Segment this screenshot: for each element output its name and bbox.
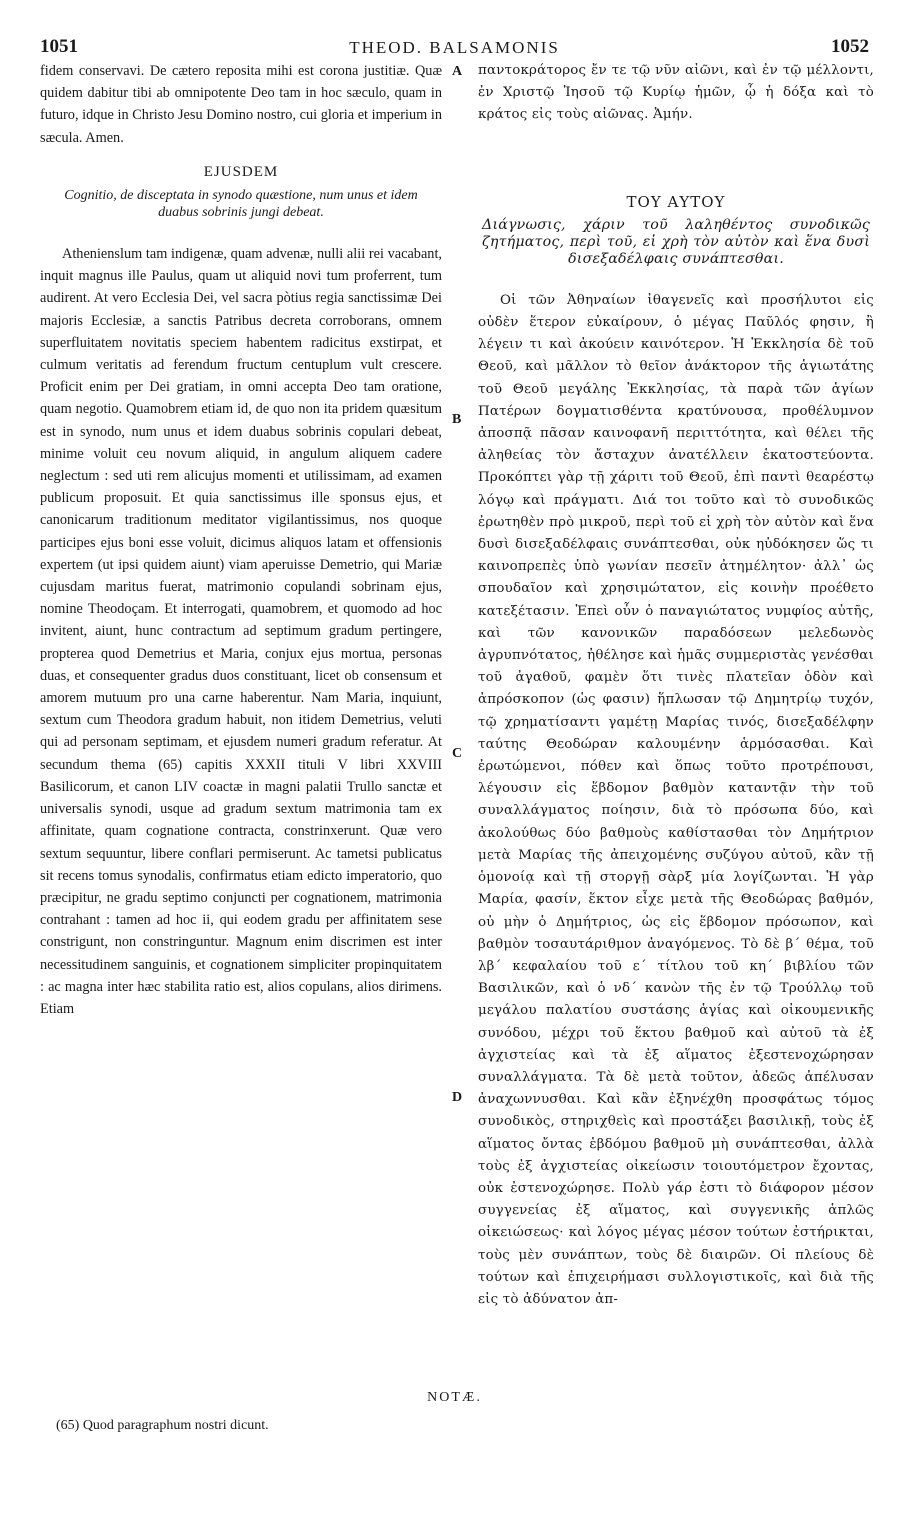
page-header <box>0 36 909 60</box>
greek-body-text: Οἱ τῶν Ἀθηναίων ἰθαγενεῖς καὶ προσήλυτοι εἰς οὐδὲν ἕτερον εὐκαίρουν, ὁ μέγας Παῦλός φησιν, ἢ λέγειν τι καὶ ἀκούειν καινότερον. Ἡ Ἐκκλησία δὲ τοῦ Θεοῦ, καὶ μᾶλλον τὸ θεῖον ἀνάκτορον τῆς ἁγιωτάτης τοῦ Θεοῦ μεγάλης Ἐκκλησίας, τὰ παρὰ τῶν ἁγίων Πατέρων δογματισθέντα κρατύνουσα, προθέλυμνον ἀποσπᾷ πᾶσαν καινοφανῆ περιττότητα, καὶ θέλει τῆς ἀληθείας τὸν ἄσταχυν ἀνατέλλειν ἑκατοστεύοντα. Προκόπτει γὰρ τῇ χάριτι τοῦ Θεοῦ, ἐπὶ παντὶ θεαρέστῳ λόγῳ καὶ πράγματι. Διά τοι τοῦτο καὶ τὸ συνοδικῶς ἐρωτηθὲν πρὸ μικροῦ, περὶ τοῦ εἰ χρὴ τὸν αὐτὸν καὶ ἕνα δυσὶ δισεξαδέλφαις συνάπτεσθαι, οὐκ ηὐδόκησεν ὥς τι καινοπρεπὲς ὑπὸ γωνίαν πεσεῖν ἀτημέλητον· ἀλλ᾽ ὡς σπουδαῖον καὶ χρησιμώτατον, εἰς κοινὴν προέθετο κατεξέτασιν. Ἐπεὶ οὖν ὁ παναγιώτατος νυμφίος αὐτῆς, καὶ τῶν κανονικῶν παραδόσεων μελεδωνὸς ἀγρυπνότατος, ἠθέλησε καὶ ἡμᾶς συμμεριστὰς γενέσθαι τοῦ ἀγαθοῦ, φαμὲν ὅτι τινὲς πλατεῖαν ὁδὸν καὶ ἀπρόσκοπον (ὡς φασιν) ἥπλωσαν τῷ Δημητρίῳ τυχόν, τῷ χρηματίσαντι γαμέτῃ Μαρίας τινός, δισεξαδέλφην ταύτης Θεοδώραν καλουμένην ἁρμόσασθαι. Καὶ ἐρωτώμενοι, πόθεν καὶ ὅπως τοῦτο προτρέπουσι, λέγουσιν εἰς ἕβδομον βαθμὸν καταντᾷν τὴν τοῦ συναλλάγματος ποίησιν, διὰ τὸ πρόσωπα δύο, καὶ ἀκολούθως δύο βαθμοὺς καθίστασθαι τὸν Δημήτριον μετὰ Μαρίας τῆς ἀπειχομένης συζύγου αὐτοῦ, κἂν τῇ ὁμονοίᾳ καὶ τῇ στοργῇ σὰρξ μία λογίζωνται. Ἡ γὰρ Μαρία, φασίν, ἕκτον εἶχε μετὰ τῆς Θεοδώρας βαθμόν, οὐ μὴν ὁ Δημήτριος, ὡς εἰς ἕβδομον πρόσωπον, καὶ βαθμὸν τοσαυτάριθμον ἀναγόμενος. Τὸ δὲ β´ θέμα, τοῦ λβ´ κεφαλαίου τοῦ ε´ τίτλου τοῦ κη´ βιβλίου τῶν Βασιλικῶν, καὶ ὁ νδ´ κανὼν τῆς ἐν τῷ Τρούλλῳ τοῦ μεγάλου παλατίου συστάσης ἁγίας καὶ οἰκουμενικῆς συνόδου, μέχρι τοῦ ἕκτου βαθμοῦ καὶ αὐτοῦ τὰ ἐξ ἀγχιστείας καὶ τὰ ἐξ αἵματος ἐξεστενοχώρησαν συναλλάγματα. Τὰ δὲ μετὰ τοῦτον, ἀδεῶς ἀπέλυσαν ἀναχωννυσθαι. Καὶ κἂν ἐξηνέχθη προσφάτως τόμος συνοδικὸς, στηριχθεὶς καὶ προστάξει βασιλικῇ, τοὺς ἐξ αἵματος ὄντας ἑβδόμου βαθμοῦ μὴ συνάπτεσθαι, ἀλλὰ τοὺς ἐξ ἀγχιστείας οἰκείωσιν τοιουτόμετρον ἔχοντας, οὐκ ἐστενοχώρησε. Πολὺ γάρ ἐστι τὸ διάφορον μέσον συγγενείας ἐξ αἵματος, καὶ συγγενικῆς ἁπλῶς οἰκειώσεως· καὶ λόγος μέγας μέσον τούτων ἐστήρικται, τοὺς μὲν συνάπτων, τοὺς δὲ διαιρῶν. Οἱ πλείους δὲ τούτων καὶ ἐπιχειρήμασι συλλογιστικοῖς, καὶ διὰ τῆς εἰς τὸ ἀδύνατον ἀπ- <box>478 292 874 1307</box>
greek-intro-text: παντοκράτορος ἔν τε τῷ νῦν αἰῶνι, καὶ ἐν τῷ μέλλοντι, ἐν Χριστῷ Ἰησοῦ τῷ Κυρίῳ ἡμῶν, ᾧ ἡ δόξα καὶ τὸ κράτος εἰς τοὺς αἰῶνας. Ἀμήν. <box>478 63 874 123</box>
running-title: THEOD. BALSAMONIS <box>349 38 560 57</box>
latin-body-text: Athenienslum tam indigenæ, quam advenæ, nulli alii rei vacabant, inquit magnus ille Paulus, quam ut aliquid novi tum proferrent, tum audirent. At vero Ecclesia Dei, vel sacra pòtius regia sanctissimæ Dei majoris Ecclesiæ, a sanctis Patribus decreta corroborans, omnem superfluitatem novitatis speciem habentem radicitus exstirpat, et culmum veritatis ad ferendum fructum centuplum vult crescere. Proficit enim per Dei gratiam, in omni accepta Deo tam oratione, quam negotio. Quamobrem etiam id, de quo non ita pridem quæsitum est in synodo, num unus et idem duabus sobrinis copulari debeat, minime voluit ceu novum aliquid, in angulum aliquem cadere neglectum : sed uti rem alicujus momenti et utilissimam, ad examen publicum proposuit. Et quia sanctissimus ille sponsus ejus, et canonicarum traditionum meditator vigilantissimus, nos quoque participes ejus boni esse voluit, dicimus aliquos latam et offensionis expertem (ut ipsi quidem aiunt) viam aperuisse Demetrio, qui Mariæ cujusdam maritus fuerat, matrimonio copulandi sobrinam ejus, nomine Theodoçam. Et interrogati, quamobrem, et quomodo ad hoc invitent, aiunt, hunc contractum ad septimum gradum pertingere, propterea quod Demetrius et Maria, conjux ejus mortua, personas duas, et consequenter gradus duos constituant, licet ob consensum et amorem mutuum pro una carne haberentur. Nam Maria, inquiunt, sextum cum Theodora gradum habuit, non itidem Demetrius, veluti qui ad personam septimam, et ejusdem numeri gradum referatur. At secundum thema (65) capitis XXXII tituli V libri XXVIII Basilicorum, et canon LIV coactæ in magni palatii Trullo sanctæ et universalis synodi, usque ad gradum sextum matrimonia tam ex affinitate, quam cognatione contracta, constrinxerunt. Quæ vero sextum sequuntur, libere conflari permiserunt. Ac tametsi publicatus sit recens tomus synodalis, confirmatus etiam edicto imperatorio, quo præcipitur, ne gradu septimo conjuncti per cognationem, matrimonia contrahant : tamen ad hoc ii, qui eodem gradu per affinitatem sese constrigunt, non constringuntur. Magnum enim discrimen est inter necessitudinem sanguinis, et cognationem simpliciter propinquitatem : ac magna inter hæc stabilita ratio est, alios copulans, alios dirimens. Etiam <box>40 246 442 1017</box>
margin-marker-a: A <box>452 64 463 79</box>
margin-marker-b: B <box>452 412 462 427</box>
notes-heading: NOTÆ. <box>427 1390 482 1405</box>
greek-section-subtitle: Διάγνωσις, χάριν τοῦ λαληθέντος συνοδικῶς ζητήματος, περὶ τοῦ, εἰ χρὴ τὸν αὐτὸν καὶ ἕνα δυσὶ δισεξαδέλφαις συνάπτεσθαι. <box>482 216 870 267</box>
page-number-left: 1051 <box>40 36 78 57</box>
greek-column <box>478 60 874 1311</box>
latin-intro-text: fidem conservavi. De cætero reposita mihi est corona justitiæ. Quæ quidem dabitur tibi ab omnipotente Deo tam in hoc sæculo, quam in futuro, idque in Christo Jesu Domino nostro, cui gloria et imperium in sæcula. Amen. <box>40 63 442 146</box>
footnote-65: (65) Quod paragraphum nostri dicunt. <box>56 1418 269 1433</box>
page-number-right: 1052 <box>831 36 869 57</box>
greek-section-heading: ΤΟΥ ΑΥΤΟΥ <box>626 192 726 211</box>
margin-marker-c: C <box>452 746 463 761</box>
margin-marker-d: D <box>452 1090 463 1105</box>
latin-section-subtitle: Cognitio, de disceptata in synodo quæstione, num unus et idem duabus sobrinis jungi debeat. <box>64 188 418 221</box>
latin-column <box>40 60 442 1020</box>
latin-section-heading: EJUSDEM <box>203 163 279 180</box>
